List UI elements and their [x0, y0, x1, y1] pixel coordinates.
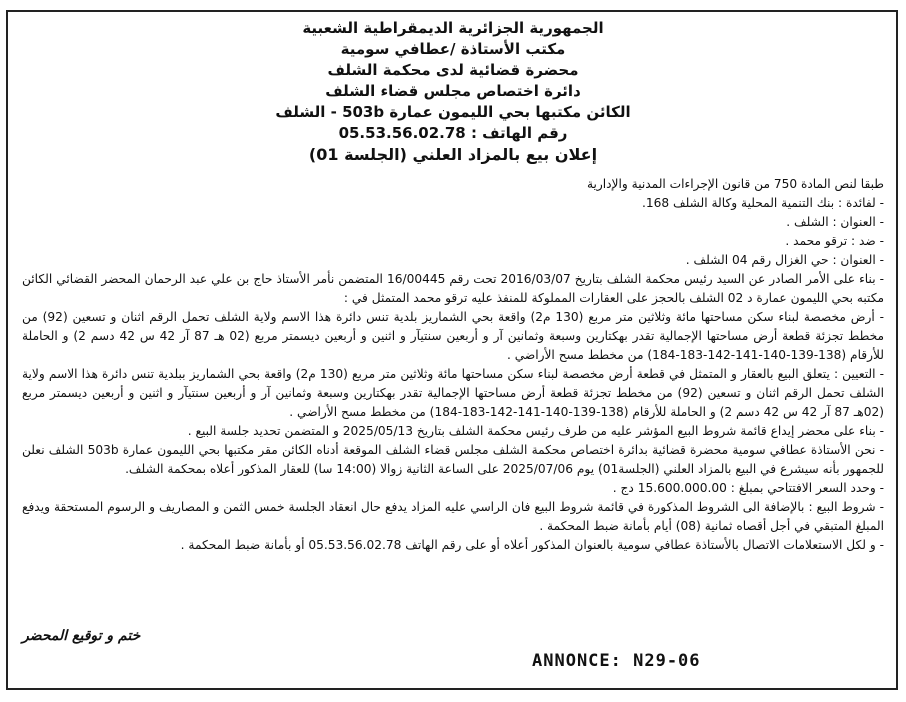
beneficiary-address: - العنوان : الشلف . — [786, 215, 884, 229]
notice-title: إعلان بيع بالمزاد العلني (الجلسة 01) — [308, 145, 598, 164]
signature-line: ختم و توقيع المحضر — [22, 628, 141, 644]
legal-basis: طبقا لنص المادة 750 من قانون الإجراءات المدنية والإدارية — [586, 177, 884, 191]
property-designation: - التعيين : يتعلق البيع بالعقار و المتمثل في قطعة أرض مخصصة لبناء سكن مساحتها مائة وثلاثين متر مربع (130 م2) واقعة بحي الشماريز ببلدية تنس دائرة هذا الاسم ولاية الشلف تحمل الرقم اثنان و تسعين (92) من مخطط تجزئة قطعة أرض مساحتها الإجمالية تقدر بهكتارين وسبعة وثمانين آر و أربعين سنتيآر و اثنين و أربعين ديسمتر مربع (02هـ 87 آر 42 س 42 دسم 2) و الحاملة للأرقام (138-139-140-141-142-183-184) من مخطط مسح الأراضي . — [22, 367, 884, 419]
court-order: - بناء على الأمر الصادر عن السيد رئيس محكمة الشلف بتاريخ 2016/03/07 تحت رقم 16/00445 المتضمن نأمر الأستاذ حاج بن علي عبد الرحمان المحضر القضائي الكائن مكتبه بحي الليمون عمارة د 02 الشلف بالحجز على العقارات المملوكة للمنفذ عليه ترقو محمد المتمثل في : — [22, 272, 885, 305]
annonce-number: ANNONCE: N29-06 — [532, 651, 701, 671]
auction-announcement: - نحن الأستاذة عطافي سومية محضرة قضائية بدائرة اختصاص محكمة الشلف مجلس قضاء الشلف الموقعة أدناه الكائن مقر مكتبها بحي الليمون عمارة 503b الشلف نعلن للجمهور بأنه سيشرع في البيع بالمزاد العلني (الجلسة01) يوم 2025/07/06 على الساعة الثانية زوالا (14:00 سا) للعقار المذكور أعلاه بمحكمة الشلف. — [22, 443, 884, 476]
property-description: - أرض مخصصة لبناء سكن مساحتها مائة وثلاثين متر مربع (130 م2) واقعة بحي الشماريز بلدية تنس دائرة هذا الاسم ولاية الشلف تحمل الرقم اثنان و تسعين (92) من مخطط تجزئة قطعة أرض مساحتها الإجمالية تقدر بهكتارين وسبعة وثمانين آر و أربعين سنتيآر و اثنين و أربعين ديسمتر مربع (02 هـ 87 آر 42 س 42 دسم 2) و الحاملة للأرقام (138-139-140-141-142-183-184) من مخطط مسح الأراضي . — [22, 310, 885, 362]
jurisdiction: دائرة اختصاص مجلس قضاء الشلف — [325, 82, 581, 100]
bailiff-title: محضرة قضائية لدى محكمة الشلف — [327, 61, 579, 79]
debtor-address: - العنوان : حي الغزال رقم 04 الشلف . — [685, 253, 884, 267]
notice-header — [0, 18, 906, 165]
beneficiary: - لفائدة : بنك التنمية المحلية وكالة الشلف 168. — [642, 196, 884, 210]
debtor: - ضد : ترقو محمد . — [785, 234, 884, 248]
contact-info: - و لكل الاستعلامات الاتصال بالأستاذة عطافي سومية بالعنوان المذكور أعلاه أو على رقم الهاتف 05.53.56.02.78 أو بأمانة ضبط المحكمة . — [180, 538, 884, 552]
sale-conditions: - شروط البيع : بالإضافة الى الشروط المذكورة في قائمة شروط البيع فان الراسي عليه المزاد يدفع حال انعقاد الجلسة خمس الثمن و المصاريف و الرسوم المستحقة ويدفع المبلغ المتبقي في أجل أقصاه ثمانية (08) أيام بأمانة ضبط المحكمة . — [22, 500, 884, 533]
republic-title: الجمهورية الجزائرية الديمقراطية الشعبية — [302, 19, 604, 37]
phone-number: رقم الهاتف : 05.53.56.02.78 — [338, 124, 568, 142]
opening-price: - وحدد السعر الافتتاحي بمبلغ : 15.600.000.00 دج . — [612, 481, 884, 495]
office-name: مكتب الأستاذة /عطافي سومية — [340, 40, 566, 58]
notice-body — [22, 175, 884, 555]
conditions-filing: - بناء على محضر إيداع قائمة شروط البيع المؤشر عليه من طرف رئيس محكمة الشلف بتاريخ 2025/05/13 و المتضمن تحديد جلسة البيع . — [187, 424, 884, 438]
office-address: الكائن مكتبها بحي الليمون عمارة 503b - الشلف — [275, 103, 631, 121]
